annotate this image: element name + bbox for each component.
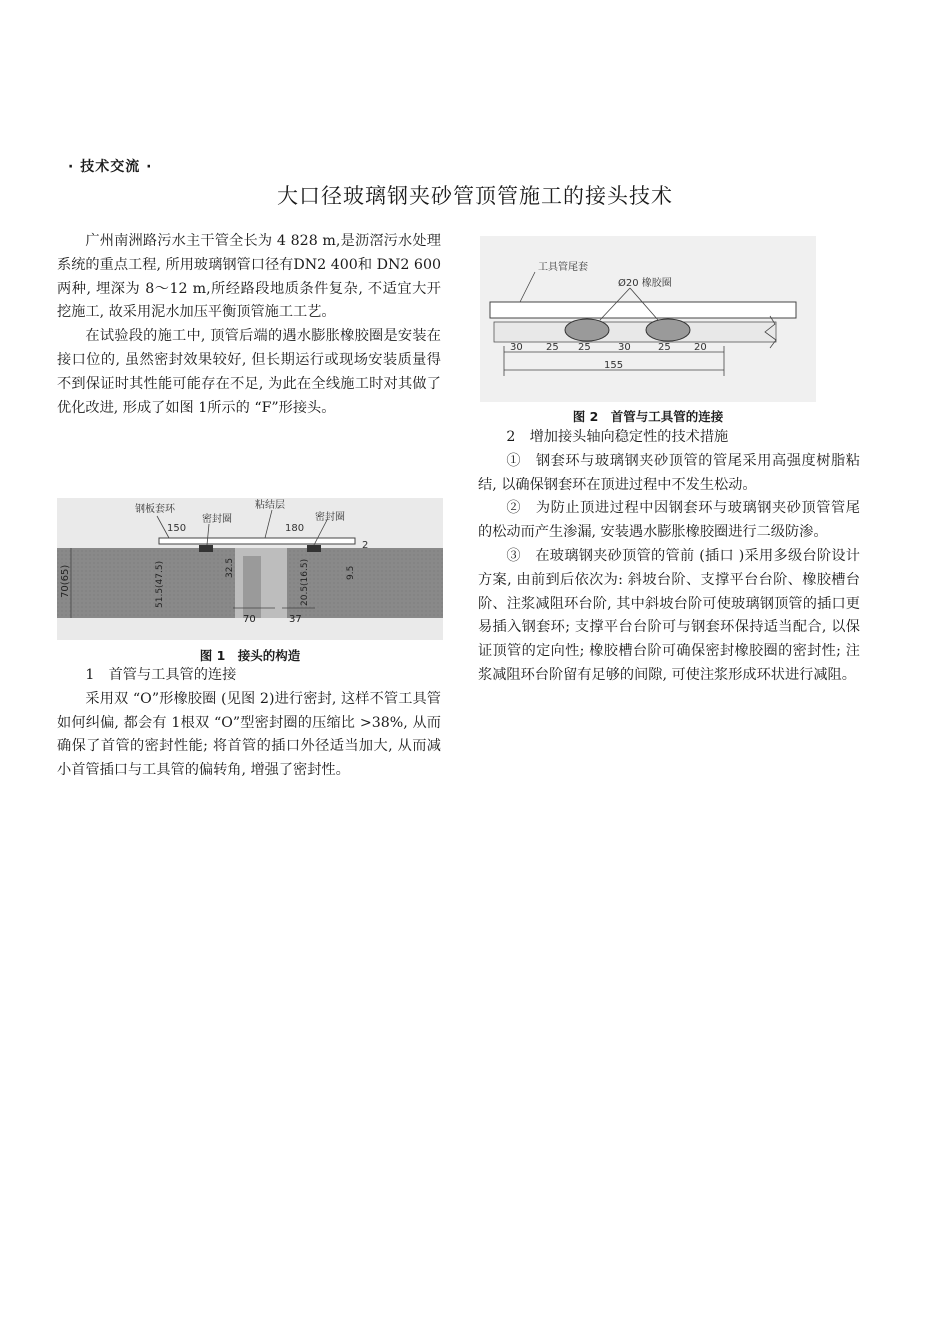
left-column [57, 230, 441, 420]
paragraph-section-1: 采用双 “O”形橡胶圈 (见图 2)进行密封, 这样不管工具管如何纠偏, 都会有 1根双 “O”型密封圈的压缩比 >38%, 从而确保了首管的密封性能; 将首管的插口外径适当加大, 从而减小首管插口与工具管的偏转角, 增强了密封性。 [57, 690, 441, 779]
label-dim-vert-3: 20.5(16.5) [300, 558, 310, 606]
label-dim-d: 30 [618, 342, 631, 353]
steel-ring [159, 538, 355, 544]
label-dim-b: 25 [546, 342, 559, 353]
label-dim-70: 70 [243, 614, 256, 625]
label-dim-vert-4: 9.5 [346, 565, 356, 580]
label-tool-tail: 工具管尾套 [538, 262, 588, 273]
label-seal-ring-2: 密封圈 [315, 512, 345, 523]
pipe-wall [494, 322, 776, 342]
rubber-ring-2 [646, 319, 690, 341]
heading-section-1: 1 首管与工具管的连接 [85, 667, 237, 683]
label-dim-70-65: 70(65) [60, 564, 71, 598]
label-dim-c: 25 [578, 342, 591, 353]
label-dim-150: 150 [167, 523, 187, 534]
label-dim-f: 20 [694, 342, 707, 353]
article-title: 大口径玻璃钢夹砂管顶管施工的接头技术 [277, 184, 673, 208]
label-bond-layer: 粘结层 [255, 500, 285, 511]
paragraph-intro: 广州南洲路污水主干管全长为 4 828 m,是沥滘污水处理系统的重点工程, 所用玻璃钢管口径有DN2 400和 DN2 600两种, 埋深为 8～12 m,所经路段地质条件复杂, 不适宜大开挖施工, 故采用泥水加压平衡顶管施工工艺。 [57, 233, 441, 321]
label-dim-a: 30 [510, 342, 523, 353]
figure-2-tool-pipe-connection [480, 236, 816, 402]
item-1: ① 钢套环与玻璃钢夹砂顶管的管尾采用高强度树脂粘结, 以确保钢套环在顶进过程中不发生松动。 [478, 452, 860, 493]
label-dim-e: 25 [658, 342, 671, 353]
tool-tail-sleeve [490, 302, 796, 318]
right-column [478, 426, 860, 688]
figure-1-caption: 图 1 接头的构造 [199, 648, 301, 663]
label-dim-total: 155 [604, 360, 624, 371]
label-steel-ring: 钢板套环 [135, 504, 175, 515]
paragraph-trial: 在试验段的施工中, 顶管后端的遇水膨胀橡胶圈是安装在接口位的, 虽然密封效果较好, 但长期运行或现场安装质量得不到保证时其性能可能存在不足, 为此在全线施工时对其做了优化改进, 形成了如图 1所示的 “F”形接头。 [57, 328, 441, 416]
seal-ring-1 [199, 545, 213, 552]
label-dim-37: 37 [289, 614, 302, 625]
label-dim-vert-2: 32.5 [225, 557, 235, 578]
figure-1-drawing [57, 498, 443, 640]
seal-ring-2 [307, 545, 321, 552]
item-3: ③ 在玻璃钢夹砂顶管的管前 (插口 )采用多级台阶设计方案, 由前到后依次为: 斜坡台阶、支撑平台台阶、橡胶槽台阶、注浆减阻环台阶, 其中斜坡台阶可使玻璃钢顶管的插口更易插入钢套环; 支撑平台台阶可与钢套环保持适当配合, 以保证顶管的定向性; 橡胶槽台阶可确保密封橡胶圈的密封性; 注浆减阻环台阶留有足够的间隙, 可使注浆形成环状进行减阻。 [478, 547, 860, 683]
figure-2-drawing [480, 236, 816, 402]
rubber-ring-1 [565, 319, 609, 341]
heading-section-2: 2 增加接头轴向稳定性的技术措施 [506, 429, 729, 445]
label-seal-ring-1: 密封圈 [202, 514, 232, 525]
label-dim-vert-1: 51.5(47.5) [155, 560, 165, 608]
label-dim-180: 180 [285, 523, 305, 534]
label-rubber-ring: Ø20 橡胶圈 [618, 278, 672, 289]
figure-1-joint-structure [57, 498, 443, 640]
section-tag: · 技术交流 · [68, 159, 153, 175]
label-dim-2: 2 [362, 540, 369, 551]
left-column-lower [57, 664, 441, 783]
figure-2-caption: 图 2 首管与工具管的连接 [572, 409, 724, 424]
item-2: ② 为防止顶进过程中因钢套环与玻璃钢夹砂顶管管尾的松动而产生渗漏, 安装遇水膨胀橡胶圈进行二级防渗。 [478, 500, 860, 541]
